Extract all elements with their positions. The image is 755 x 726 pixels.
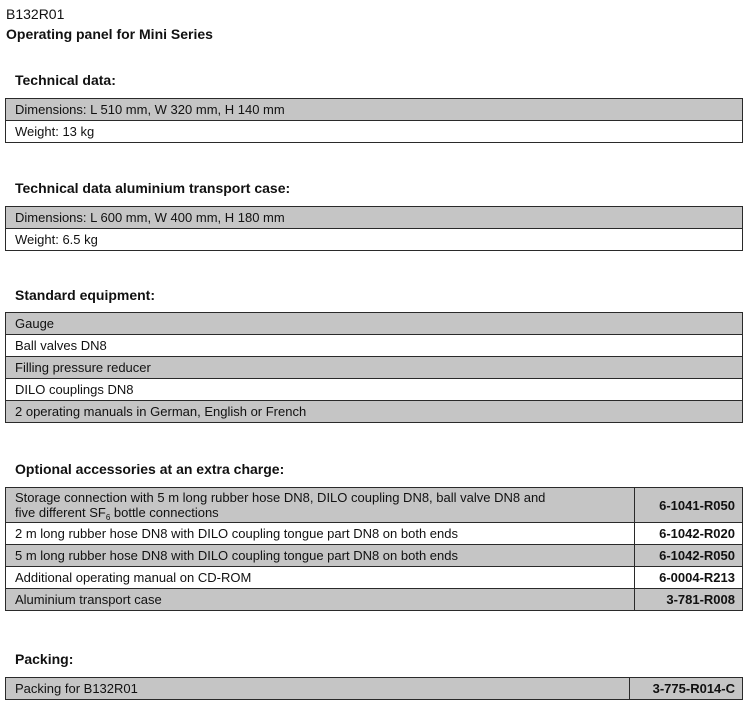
- standard-equipment-table: [5, 312, 743, 423]
- table-cell: Dimensions: L 510 mm, W 320 mm, H 140 mm: [6, 99, 743, 121]
- accessory-description: 2 m long rubber hose DN8 with DILO coupling tongue part DN8 on both ends: [6, 523, 635, 545]
- table-row: [6, 121, 743, 143]
- table-cell: Ball valves DN8: [6, 335, 743, 357]
- table-row: [6, 523, 743, 545]
- table-cell: Gauge: [6, 313, 743, 335]
- packing-heading: Packing:: [15, 651, 74, 667]
- accessory-description-line2: five different $SF_6$ bottle connections: [15, 505, 219, 522]
- standard-equipment-heading: Standard equipment:: [15, 287, 156, 303]
- table-row: [6, 229, 743, 251]
- technical-data-table: [5, 98, 743, 143]
- product-title: Operating panel for Mini Series: [6, 26, 213, 42]
- table-row: [6, 207, 743, 229]
- technical-data-heading: Technical data:: [15, 72, 116, 88]
- table-row: [6, 379, 743, 401]
- table-cell: DILO couplings DN8: [6, 379, 743, 401]
- accessory-description: Additional operating manual on CD-ROM: [6, 567, 635, 589]
- optional-accessories-table: [5, 487, 743, 611]
- accessory-code: 6-1042-R050: [635, 545, 743, 567]
- accessory-code: 3-781-R008: [635, 589, 743, 611]
- table-row: [6, 589, 743, 611]
- table-row: [6, 335, 743, 357]
- table-row: [6, 99, 743, 121]
- table-row: [6, 567, 743, 589]
- accessory-description-line1: Storage connection with 5 m long rubber hose DN8, DILO coupling DN8, ball valve DN8 and: [15, 490, 546, 505]
- table-row: [6, 313, 743, 335]
- product-code: B132R01: [6, 6, 65, 22]
- accessory-description: 5 m long rubber hose DN8 with DILO coupling tongue part DN8 on both ends: [6, 545, 635, 567]
- table-row: [6, 401, 743, 423]
- table-cell: Weight: 13 kg: [6, 121, 743, 143]
- table-cell: Dimensions: L 600 mm, W 400 mm, H 180 mm: [6, 207, 743, 229]
- accessory-code: 6-1042-R020: [635, 523, 743, 545]
- accessory-code: 6-0004-R213: [635, 567, 743, 589]
- table-row: [6, 545, 743, 567]
- table-cell: Weight: 6.5 kg: [6, 229, 743, 251]
- optional-accessories-heading: Optional accessories at an extra charge:: [15, 461, 285, 477]
- table-row: [6, 678, 743, 700]
- accessory-description: [6, 488, 635, 523]
- table-row: [6, 488, 743, 523]
- table-cell: 2 operating manuals in German, English or French: [6, 401, 743, 423]
- table-cell: Filling pressure reducer: [6, 357, 743, 379]
- packing-description: Packing for B132R01: [6, 678, 630, 700]
- case-data-heading: Technical data aluminium transport case:: [15, 180, 291, 196]
- accessory-code: 6-1041-R050: [635, 488, 743, 523]
- case-data-table: [5, 206, 743, 251]
- packing-code: 3-775-R014-C: [630, 678, 743, 700]
- accessory-description: Aluminium transport case: [6, 589, 635, 611]
- table-row: [6, 357, 743, 379]
- packing-table: [5, 677, 743, 700]
